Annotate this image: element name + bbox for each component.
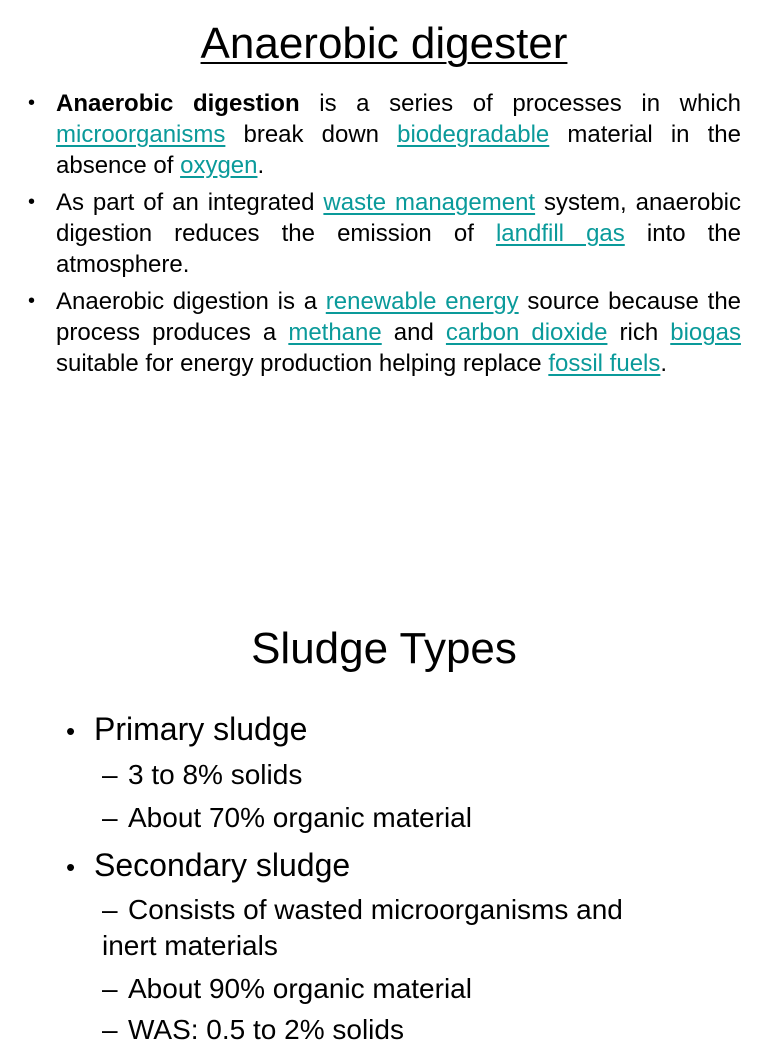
- bold-term: Anaerobic digestion: [56, 90, 300, 117]
- bullet-label: Secondary sludge: [94, 847, 351, 883]
- text: system, anaerobic digestion reduces the emission of: [56, 189, 742, 247]
- dash-icon: –: [102, 1014, 118, 1045]
- sub-bullet: [102, 757, 702, 792]
- link-microorganisms[interactable]: microorganisms: [56, 121, 226, 148]
- sub-bullet: [102, 971, 702, 1006]
- sub-bullet-text: inert materials: [102, 930, 278, 961]
- text: suitable for energy production helping replace: [56, 350, 549, 377]
- sub-bullet-text: About 90% organic material: [128, 973, 472, 1004]
- bullet-list: [28, 88, 741, 385]
- text: .: [257, 152, 265, 179]
- bullet-item-secondary-sludge: [66, 846, 350, 886]
- bullet-item-primary-sludge: [66, 710, 307, 750]
- link-biodegradable[interactable]: biodegradable: [397, 121, 550, 148]
- sub-bullet-continuation: [102, 928, 702, 963]
- bullet-item: [28, 88, 741, 181]
- slide-title: Anaerobic digester: [200, 19, 568, 68]
- link-methane[interactable]: methane: [288, 319, 382, 346]
- link-waste-management[interactable]: waste management: [323, 189, 536, 216]
- bullet-item: [28, 286, 741, 379]
- link-biogas[interactable]: biogas: [670, 319, 741, 346]
- bullet-item: [28, 187, 741, 280]
- sub-bullet-text: About 70% organic material: [128, 802, 472, 833]
- text: break down: [225, 121, 398, 148]
- sub-bullet-text: Consists of wasted microorganisms and: [128, 894, 623, 925]
- dash-icon: –: [102, 973, 118, 1004]
- text: material in the absence of: [56, 121, 742, 179]
- link-carbon-dioxide[interactable]: carbon dioxide: [445, 319, 608, 346]
- text: is a series of processes in which: [299, 90, 742, 117]
- bullet-icon: •: [66, 716, 76, 746]
- sub-bullet-text: WAS: 0.5 to 2% solids: [128, 1014, 404, 1045]
- link-landfill-gas[interactable]: landfill gas: [495, 220, 625, 247]
- sub-bullet-text: 3 to 8% solids: [128, 759, 303, 790]
- bullet-icon: •: [66, 852, 76, 882]
- bullet-icon: •: [28, 290, 36, 312]
- text: Anaerobic digestion is a: [56, 288, 326, 315]
- link-oxygen[interactable]: oxygen: [180, 152, 258, 179]
- link-renewable-energy[interactable]: renewable energy: [325, 288, 519, 315]
- text: .: [660, 350, 668, 377]
- sub-bullet: [102, 800, 702, 835]
- link-fossil-fuels[interactable]: fossil fuels: [548, 350, 661, 377]
- bullet-icon: •: [28, 92, 36, 114]
- dash-icon: –: [102, 802, 118, 833]
- text: and: [381, 319, 446, 346]
- sub-bullet: [102, 892, 702, 927]
- dash-icon: –: [102, 759, 118, 790]
- sub-bullet-cut-off: [102, 1012, 702, 1047]
- bullet-icon: •: [28, 191, 36, 213]
- bullet-label: Primary sludge: [94, 711, 308, 747]
- text: into the atmosphere.: [56, 220, 742, 278]
- dash-icon: –: [102, 894, 118, 925]
- text: rich: [607, 319, 671, 346]
- text: source because the process produces a: [56, 288, 742, 346]
- slide-title: Sludge Types: [251, 624, 517, 673]
- text: As part of an integrated: [56, 189, 324, 216]
